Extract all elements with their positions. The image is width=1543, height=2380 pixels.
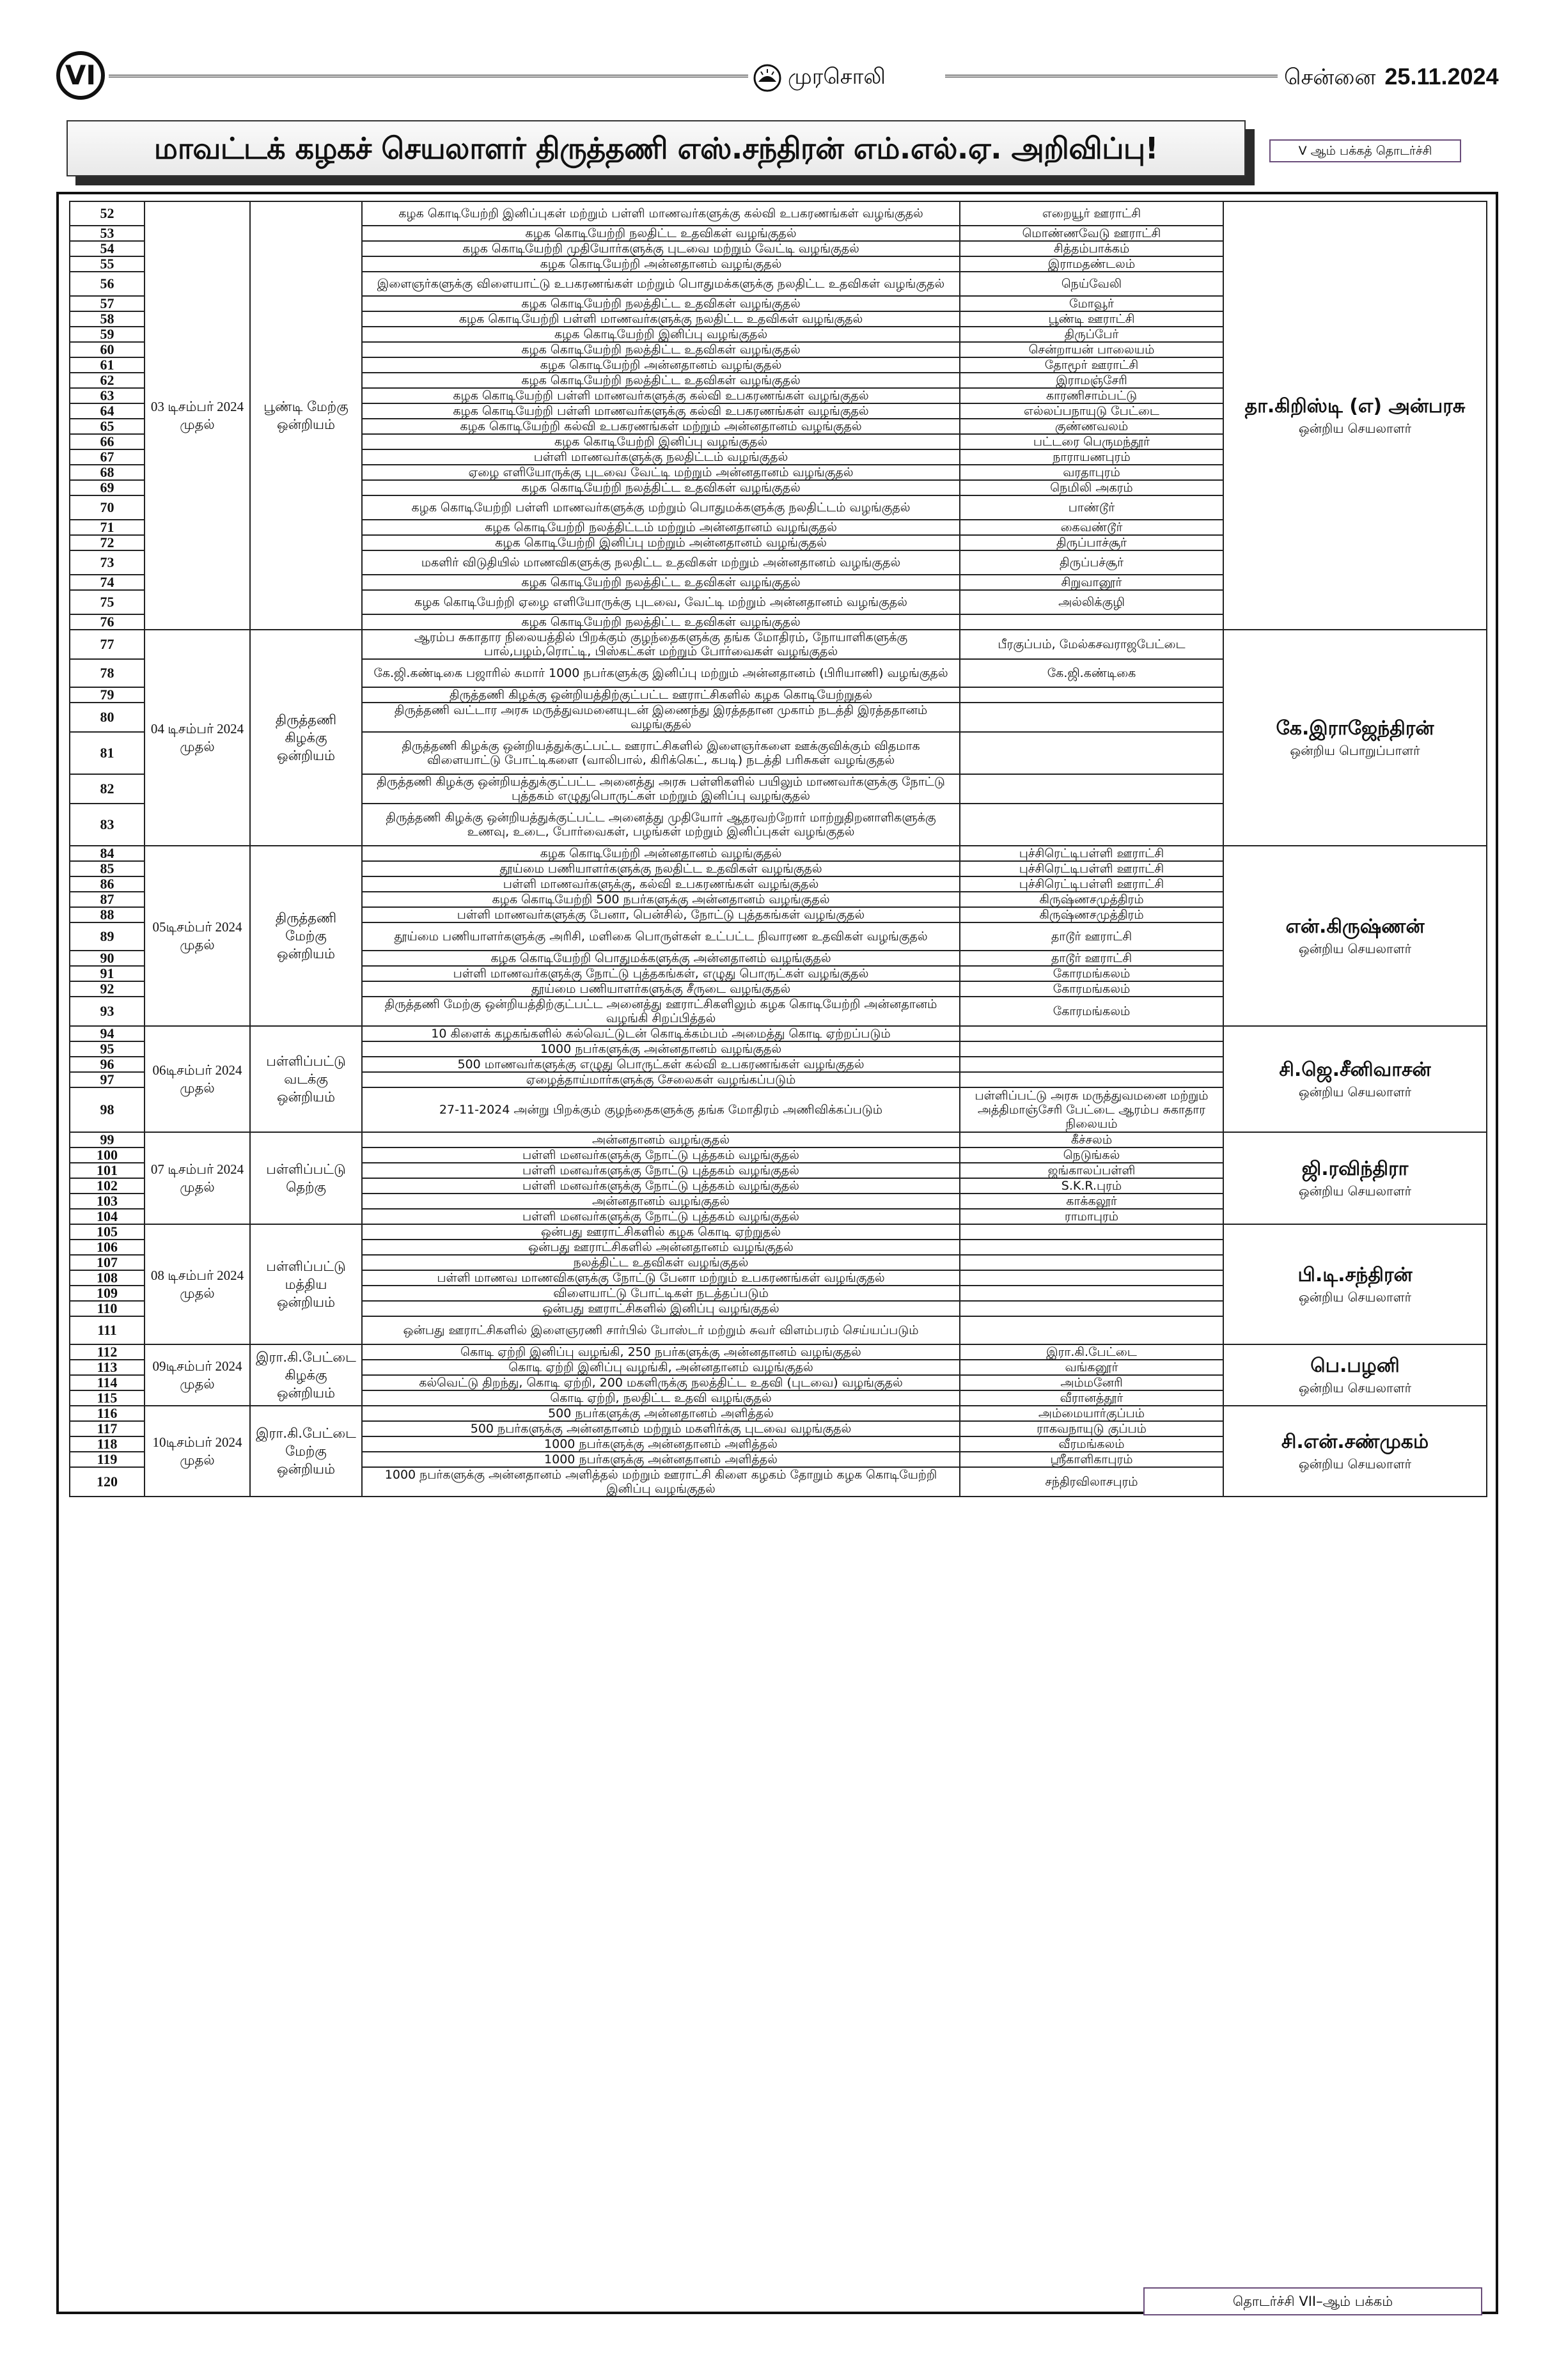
row-number: 95 <box>70 1041 145 1057</box>
schedule-body <box>70 201 1487 1497</box>
start-date: 09டிசம்பர் 2024 முதல் <box>145 1344 250 1406</box>
row-number: 78 <box>70 659 145 687</box>
table-row <box>70 630 1487 659</box>
row-number: 120 <box>70 1467 145 1497</box>
venue-name: ராகவநாயுடு குப்பம் <box>960 1421 1223 1436</box>
activity-description: பள்ளி மாணவ மாணவிகளுக்கு நோட்டு பேனா மற்றும் உபகரணங்கள் வழங்குதல் <box>362 1270 960 1286</box>
activity-description: கழக கொடியேற்றி நலத்திட்ட உதவிகள் வழங்குதல் <box>362 614 960 630</box>
activity-description: பள்ளி மாணவர்களுக்கு பேனா, பென்சில், நோட்டு புத்தகங்கள் வழங்குதல் <box>362 907 960 922</box>
row-number: 76 <box>70 614 145 630</box>
continued-to-note: தொடர்ச்சி VII–ஆம் பக்கம் <box>1143 2287 1482 2315</box>
venue-name: எறையூர் ஊராட்சி <box>960 201 1223 226</box>
venue-name <box>960 1316 1223 1344</box>
person-name: சி.ஜெ.சீனிவாசன் <box>1279 1059 1431 1081</box>
row-number: 112 <box>70 1344 145 1360</box>
row-number: 75 <box>70 590 145 614</box>
person-role: ஒன்றிய செயலாளர் <box>1298 1183 1412 1199</box>
person-role: ஒன்றிய பொறுப்பாளர் <box>1290 743 1420 758</box>
row-number: 97 <box>70 1072 145 1087</box>
activity-description: திருத்தணி வட்டார அரசு மருத்துவமனையுடன் இணைந்து இரத்ததான முகாம் நடத்தி இரத்ததானம் வழங்குதல் <box>362 703 960 732</box>
venue-name: அம்மையார்குப்பம் <box>960 1406 1223 1421</box>
venue-name: வங்கனூர் <box>960 1360 1223 1375</box>
row-number: 105 <box>70 1224 145 1240</box>
activity-description: 10 கிளைக் கழகங்களில் கல்வெட்டுடன் கொடிக்கம்பம் அமைத்து கொடி ஏற்றப்படும் <box>362 1026 960 1041</box>
dateline-date: 25.11.2024 <box>1384 63 1499 89</box>
activity-description: கழக கொடியேற்றி பள்ளி மாணவர்களுக்கு நலதிட்ட உதவிகள் வழங்குதல் <box>362 311 960 327</box>
row-number: 101 <box>70 1163 145 1178</box>
activity-description: 1000 நபர்களுக்கு அன்னதானம் அளித்தல் மற்றும் ஊராட்சி கிளை கழகம் தோறும் கழக கொடியேற்றி இனிப்பு வழங்குதல் <box>362 1467 960 1497</box>
row-number: 84 <box>70 846 145 861</box>
venue-name: திருப்பச்சூர் <box>960 550 1223 575</box>
venue-name: S.K.R.புரம் <box>960 1178 1223 1194</box>
row-number: 118 <box>70 1436 145 1452</box>
row-number: 54 <box>70 241 145 256</box>
start-date: 08 டிசம்பர் 2024 முதல் <box>145 1224 250 1344</box>
person-role: ஒன்றிய செயலாளர் <box>1298 1380 1412 1396</box>
row-number: 90 <box>70 951 145 966</box>
venue-name: காரணிசாம்பட்டு <box>960 388 1223 403</box>
venue-name <box>960 1240 1223 1255</box>
start-date: 07 டிசம்பர் 2024 முதல் <box>145 1132 250 1224</box>
activity-description: கழக கொடியேற்றி இனிப்புகள் மற்றும் பள்ளி மாணவர்களுக்கு கல்வி உபகரணங்கள் வழங்குதல் <box>362 201 960 226</box>
venue-name: சித்தம்பாக்கம் <box>960 241 1223 256</box>
person-name: தா.கிறிஸ்டி (எ) அன்பரசு <box>1244 395 1466 417</box>
venue-name: பூண்டி ஊராட்சி <box>960 311 1223 327</box>
venue-name: கைவண்டூர் <box>960 520 1223 535</box>
row-number: 109 <box>70 1286 145 1301</box>
row-number: 114 <box>70 1375 145 1390</box>
start-date: 04 டிசம்பர் 2024 முதல் <box>145 630 250 846</box>
schedule-table <box>69 201 1487 1497</box>
activity-description: கழக கொடியேற்றி நலத்திட்ட உதவிகள் வழங்குதல் <box>362 575 960 590</box>
row-number: 104 <box>70 1209 145 1224</box>
venue-name: கிருஷ்ணசமுத்திரம் <box>960 907 1223 922</box>
venue-name: கோரமங்கலம் <box>960 981 1223 997</box>
venue-name: நெமிலி அகரம் <box>960 480 1223 495</box>
venue-name <box>960 1072 1223 1087</box>
row-number: 72 <box>70 535 145 550</box>
masthead <box>56 51 1499 102</box>
activity-description: கழக கொடியேற்றி அன்னதானம் வழங்குதல் <box>362 256 960 272</box>
venue-name: தாடூர் ஊராட்சி <box>960 922 1223 951</box>
continued-from-note: V ஆம் பக்கத் தொடர்ச்சி <box>1269 139 1461 162</box>
row-number: 102 <box>70 1178 145 1194</box>
venue-name: புச்சிரெட்டிபள்ளி ஊராட்சி <box>960 861 1223 876</box>
responsible-person <box>1223 1224 1487 1344</box>
venue-name: புச்சிரெட்டிபள்ளி ஊராட்சி <box>960 876 1223 892</box>
dateline-city: சென்னை <box>1284 65 1376 90</box>
activity-description: இளைஞர்களுக்கு விளையாட்டு உபகரணங்கள் மற்றும் பொதுமக்களுக்கு நலதிட்ட உதவிகள் வழங்குதல் <box>362 272 960 296</box>
activity-description: ஆரம்ப சுகாதார நிலையத்தில் பிறக்கும் குழந்தைகளுக்கு தங்க மோதிரம், நோயாளிகளுக்கு பால்,பழம்,ரொட்டி, பிஸ்கட்கள் மற்றும் போர்வைகள் வழங்குதல் <box>362 630 960 659</box>
union-name: திருத்தணி மேற்கு ஒன்றியம் <box>250 846 362 1026</box>
activity-description: கே.ஜி.கண்டிகை பஜாரில் சுமார் 1000 நபர்களுக்கு இனிப்பு மற்றும் அன்னதானம் (பிரியாணி) வழங்குதல் <box>362 659 960 687</box>
person-role: ஒன்றிய செயலாளர் <box>1298 421 1412 436</box>
venue-name <box>960 1270 1223 1286</box>
venue-name: ராமாபுரம் <box>960 1209 1223 1224</box>
activity-description: கழக கொடியேற்றி பொதுமக்களுக்கு அன்னதானம் வழங்குதல் <box>362 951 960 966</box>
activity-description: திருத்தணி மேற்கு ஒன்றியத்திற்குட்பட்ட அனைத்து ஊராட்சிகளிலும் கழக கொடியேற்றி அன்னதானம் வழங்கி சிறப்பித்தல் <box>362 997 960 1026</box>
row-number: 58 <box>70 311 145 327</box>
venue-name: தோமூர் ஊராட்சி <box>960 357 1223 373</box>
venue-name: கோரமங்கலம் <box>960 966 1223 981</box>
venue-name <box>960 732 1223 774</box>
activity-description: திருத்தணி கிழக்கு ஒன்றியத்துக்குட்பட்ட அனைத்து அரசு பள்ளிகளில் பயிலும் மாணவர்களுக்கு நோட்டு புத்தகம் எழுதுபொருட்கள் மற்றும் இனிப்பு வழங்குதல் <box>362 774 960 804</box>
union-name: இரா.கி.பேட்டை மேற்கு ஒன்றியம் <box>250 1406 362 1497</box>
venue-name: தாடூர் ஊராட்சி <box>960 951 1223 966</box>
rising-sun-logo-icon <box>753 64 781 92</box>
responsible-person <box>1223 1406 1487 1497</box>
row-number: 108 <box>70 1270 145 1286</box>
activity-description: கழக கொடியேற்றி அன்னதானம் வழங்குதல் <box>362 357 960 373</box>
row-number: 74 <box>70 575 145 590</box>
venue-name: பள்ளிப்பட்டு அரசு மருத்துவமனை மற்றும் அத்திமாஞ்சேரி பேட்டை ஆரம்ப சுகாதார நிலையம் <box>960 1087 1223 1132</box>
venue-name: கே.ஜி.கண்டிகை <box>960 659 1223 687</box>
venue-name <box>960 703 1223 732</box>
activity-description: அன்னதானம் வழங்குதல் <box>362 1132 960 1147</box>
venue-name: ஜங்காலப்பள்ளி <box>960 1163 1223 1178</box>
activity-description: கழக கொடியேற்றி நலத்திட்டம் மற்றும் அன்னதானம் வழங்குதல் <box>362 520 960 535</box>
activity-description: விளையாட்டு போட்டிகள் நடத்தப்படும் <box>362 1286 960 1301</box>
table-row <box>70 201 1487 226</box>
row-number: 82 <box>70 774 145 804</box>
venue-name: நெடுங்கல் <box>960 1147 1223 1163</box>
activity-description: 500 மாணவர்களுக்கு எழுது பொருட்கள் கல்வி உபகரணங்கள் வழங்குதல் <box>362 1057 960 1072</box>
activity-description: பள்ளி மனவர்களுக்கு நோட்டு புத்தகம் வழங்குதல் <box>362 1147 960 1163</box>
venue-name: சந்திரவிலாசபுரம் <box>960 1467 1223 1497</box>
row-number: 70 <box>70 495 145 520</box>
responsible-person <box>1223 1026 1487 1132</box>
responsible-person <box>1223 1132 1487 1224</box>
activity-description: பள்ளி மனவர்களுக்கு நோட்டு புத்தகம் வழங்குதல் <box>362 1209 960 1224</box>
row-number: 111 <box>70 1316 145 1344</box>
activity-description: 500 நபர்களுக்கு அன்னதானம் அளித்தல் <box>362 1406 960 1421</box>
activity-description: கல்வெட்டு திறந்து, கொடி ஏற்றி, 200 மகளிருக்கு நலத்திட்ட உதவி (புடவை) வழங்குதல் <box>362 1375 960 1390</box>
union-name: திருத்தணி கிழக்கு ஒன்றியம் <box>250 630 362 846</box>
venue-name <box>960 687 1223 703</box>
activity-description: கழக கொடியேற்றி அன்னதானம் வழங்குதல் <box>362 846 960 861</box>
row-number: 93 <box>70 997 145 1026</box>
activity-description: தூய்மை பணியாளர்களுக்கு சீருடை வழங்குதல் <box>362 981 960 997</box>
activity-description: கழக கொடியேற்றி இனிப்பு மற்றும் அன்னதானம் வழங்குதல் <box>362 535 960 550</box>
venue-name: இராமஞ்சேரி <box>960 373 1223 388</box>
row-number: 103 <box>70 1194 145 1209</box>
activity-description: கழக கொடியேற்றி முதியோர்களுக்கு புடவை மற்றும் வேட்டி வழங்குதல் <box>362 241 960 256</box>
row-number: 67 <box>70 449 145 465</box>
activity-description: கழக கொடியேற்றி இனிப்பு வழங்குதல் <box>362 434 960 449</box>
row-number: 66 <box>70 434 145 449</box>
table-row <box>70 1406 1487 1421</box>
activity-description: ஒன்பது ஊராட்சிகளில் இனிப்பு வழங்குதல் <box>362 1301 960 1316</box>
row-number: 117 <box>70 1421 145 1436</box>
row-number: 119 <box>70 1452 145 1467</box>
row-number: 65 <box>70 419 145 434</box>
venue-name: கீச்சலம் <box>960 1132 1223 1147</box>
union-name: பூண்டி மேற்கு ஒன்றியம் <box>250 201 362 630</box>
activity-description: 27-11-2024 அன்று பிறக்கும் குழந்தைகளுக்கு தங்க மோதிரம் அணிவிக்கப்படும் <box>362 1087 960 1132</box>
row-number: 100 <box>70 1147 145 1163</box>
venue-name <box>960 1224 1223 1240</box>
responsible-person <box>1223 1344 1487 1406</box>
dateline <box>1284 56 1499 97</box>
person-role: ஒன்றிய செயலாளர் <box>1298 1289 1412 1305</box>
person-name: சி.என்.சண்முகம் <box>1281 1431 1429 1453</box>
person-name: கே.இராஜேந்திரன் <box>1276 717 1434 740</box>
person-name: பி.டி.சந்திரன் <box>1297 1264 1413 1286</box>
newspaper-name <box>753 56 939 97</box>
row-number: 57 <box>70 296 145 311</box>
row-number: 107 <box>70 1255 145 1270</box>
activity-description: தூய்மை பணியாளர்களுக்கு நலதிட்ட உதவிகள் வழங்குதல் <box>362 861 960 876</box>
activity-description: கழக கொடியேற்றி நலத்திட்ட உதவிகள் வழங்குதல் <box>362 480 960 495</box>
venue-name: திருப்பேர் <box>960 327 1223 342</box>
activity-description: திருத்தணி கிழக்கு ஒன்றியத்துக்குட்பட்ட அனைத்து முதியோர் ஆதரவற்றோர் மாற்றுதிறனாளிகளுக்கு உணவு, உடை, போர்வைகள், பழங்கள் மற்றும் இனிப்புகள் வழங்குதல் <box>362 804 960 846</box>
activity-description: திருத்தணி கிழக்கு ஒன்றியத்திற்குட்பட்ட ஊராட்சிகளில் கழக கொடியேற்றுதல் <box>362 687 960 703</box>
venue-name: பீரகுப்பம், மேல்கசவராஜபேட்டை <box>960 630 1223 659</box>
venue-name: சிறுவானூர் <box>960 575 1223 590</box>
start-date: 03 டிசம்பர் 2024 முதல் <box>145 201 250 630</box>
activity-description: கழக கொடியேற்றி நலத்திட்ட உதவிகள் வழங்குதல் <box>362 342 960 357</box>
row-number: 88 <box>70 907 145 922</box>
activity-description: கொடி ஏற்றி இனிப்பு வழங்கி, 250 நபர்களுக்கு அன்னதானம் வழங்குதல் <box>362 1344 960 1360</box>
venue-name: அம்மனேரி <box>960 1375 1223 1390</box>
activity-description: ஒன்பது ஊராட்சிகளில் இளைஞரணி சார்பில் போஸ்டர் மற்றும் சுவர் விளம்பரம் செய்யப்படும் <box>362 1316 960 1344</box>
row-number: 98 <box>70 1087 145 1132</box>
newspaper-title: முரசொலி <box>788 64 886 89</box>
venue-name <box>960 1026 1223 1041</box>
venue-name <box>960 1041 1223 1057</box>
venue-name: நெய்வேலி <box>960 272 1223 296</box>
venue-name: புச்சிரெட்டிபள்ளி ஊராட்சி <box>960 846 1223 861</box>
row-number: 77 <box>70 630 145 659</box>
responsible-person <box>1223 630 1487 846</box>
masthead-rule-left <box>109 75 748 77</box>
row-number: 79 <box>70 687 145 703</box>
activity-description: கழக கொடியேற்றி பள்ளி மாணவர்களுக்கு கல்வி உபகரணங்கள் வழங்குதல் <box>362 403 960 419</box>
row-number: 81 <box>70 732 145 774</box>
activity-description: கழக கொடியேற்றி ஏழை எளியோருக்கு புடவை, வேட்டி மற்றும் அன்னதானம் வழங்குதல் <box>362 590 960 614</box>
row-number: 71 <box>70 520 145 535</box>
row-number: 56 <box>70 272 145 296</box>
venue-name: மோவூர் <box>960 296 1223 311</box>
venue-name <box>960 1301 1223 1316</box>
activity-description: கழக கொடியேற்றி இனிப்பு வழங்குதல் <box>362 327 960 342</box>
row-number: 99 <box>70 1132 145 1147</box>
person-name: பெ.பழனி <box>1310 1355 1400 1377</box>
row-number: 91 <box>70 966 145 981</box>
row-number: 80 <box>70 703 145 732</box>
venue-name <box>960 1057 1223 1072</box>
venue-name: கோரமங்கலம் <box>960 997 1223 1026</box>
venue-name: வீரமங்கலம் <box>960 1436 1223 1452</box>
row-number: 63 <box>70 388 145 403</box>
venue-name: பாண்டூர் <box>960 495 1223 520</box>
page-number-badge: VI <box>56 51 105 100</box>
venue-name: சென்றாயன் பாலையம் <box>960 342 1223 357</box>
venue-name <box>960 1286 1223 1301</box>
union-name: பள்ளிப்பட்டு மத்திய ஒன்றியம் <box>250 1224 362 1344</box>
person-role: ஒன்றிய செயலாளர் <box>1298 1456 1412 1472</box>
venue-name <box>960 774 1223 804</box>
venue-name: வீரானத்தூர் <box>960 1390 1223 1406</box>
activity-description: கழக கொடியேற்றி 500 நபர்களுக்கு அன்னதானம் வழங்குதல் <box>362 892 960 907</box>
activity-description: 1000 நபர்களுக்கு அன்னதானம் அளித்தல் <box>362 1436 960 1452</box>
row-number: 53 <box>70 226 145 241</box>
person-role: ஒன்றிய செயலாளர் <box>1298 941 1412 956</box>
start-date: 10டிசம்பர் 2024 முதல் <box>145 1406 250 1497</box>
row-number: 83 <box>70 804 145 846</box>
row-number: 110 <box>70 1301 145 1316</box>
activity-description: திருத்தணி கிழக்கு ஒன்றியத்துக்குட்பட்ட ஊராட்சிகளில் இளைஞர்களை ஊக்குவிக்கும் விதமாக விளையாட்டு போட்டிகளை (வாலிபால், கிரிக்கெட், கபடி) நடத்தி பரிசுகள் வழங்குதல் <box>362 732 960 774</box>
row-number: 73 <box>70 550 145 575</box>
activity-description: கழக கொடியேற்றி பள்ளி மாணவர்களுக்கு மற்றும் பொதுமக்களுக்கு நலதிட்டம் வழங்குதல் <box>362 495 960 520</box>
venue-name: இராமதண்டலம் <box>960 256 1223 272</box>
activity-description: 1000 நபர்களுக்கு அன்னதானம் வழங்குதல் <box>362 1041 960 1057</box>
venue-name: எல்லப்பநாயுடு பேட்டை <box>960 403 1223 419</box>
union-name: பள்ளிப்பட்டு தெற்கு <box>250 1132 362 1224</box>
venue-name <box>960 1255 1223 1270</box>
activity-description: கழக கொடியேற்றி நலதிட்ட உதவிகள் வழங்குதல் <box>362 226 960 241</box>
person-role: ஒன்றிய செயலாளர் <box>1298 1084 1412 1100</box>
venue-name: காக்கலூர் <box>960 1194 1223 1209</box>
row-number: 59 <box>70 327 145 342</box>
activity-description: கொடி ஏற்றி இனிப்பு வழங்கி, அன்னதானம் வழங்குதல் <box>362 1360 960 1375</box>
row-number: 94 <box>70 1026 145 1041</box>
venue-name: குண்ணவலம் <box>960 419 1223 434</box>
activity-description: கழக கொடியேற்றி நலத்திட்ட உதவிகள் வழங்குதல் <box>362 373 960 388</box>
responsible-person <box>1223 201 1487 630</box>
activity-description: பள்ளி மாணவர்களுக்கு, கல்வி உபகரணங்கள் வழங்குதல் <box>362 876 960 892</box>
table-row <box>70 1224 1487 1240</box>
row-number: 116 <box>70 1406 145 1421</box>
row-number: 61 <box>70 357 145 373</box>
row-number: 60 <box>70 342 145 357</box>
venue-name: திருப்பாச்சூர் <box>960 535 1223 550</box>
activity-description: நலத்திட்ட உதவிகள் வழங்குதல் <box>362 1255 960 1270</box>
row-number: 86 <box>70 876 145 892</box>
venue-name: அல்லிக்குழி <box>960 590 1223 614</box>
responsible-person <box>1223 846 1487 1026</box>
activity-description: தூய்மை பணியாளர்களுக்கு அரிசி, மளிகை பொருள்கள் உட்பட்ட நிவாரண உதவிகள் வழங்குதல் <box>362 922 960 951</box>
venue-name: இரா.கி.பேட்டை <box>960 1344 1223 1360</box>
venue-name: ஸ்ரீகாளிகாபுரம் <box>960 1452 1223 1467</box>
row-number: 68 <box>70 465 145 480</box>
row-number: 87 <box>70 892 145 907</box>
row-number: 69 <box>70 480 145 495</box>
activity-description: மகளிர் விடுதியில் மாணவிகளுக்கு நலதிட்ட உதவிகள் மற்றும் அன்னதானம் வழங்குதல் <box>362 550 960 575</box>
union-name: பள்ளிப்பட்டு வடக்கு ஒன்றியம் <box>250 1026 362 1132</box>
row-number: 85 <box>70 861 145 876</box>
row-number: 64 <box>70 403 145 419</box>
venue-name <box>960 614 1223 630</box>
start-date: 06டிசம்பர் 2024 முதல் <box>145 1026 250 1132</box>
row-number: 52 <box>70 201 145 226</box>
start-date: 05டிசம்பர் 2024 முதல் <box>145 846 250 1026</box>
table-row <box>70 1132 1487 1147</box>
activity-description: ஒன்பது ஊராட்சிகளில் அன்னதானம் வழங்குதல் <box>362 1240 960 1255</box>
table-row <box>70 1344 1487 1360</box>
person-name: ஜி.ரவிந்திரா <box>1301 1158 1409 1180</box>
activity-description: கொடி ஏற்றி, நலதிட்ட உதவி வழங்குதல் <box>362 1390 960 1406</box>
venue-name: பட்டரை பெருமந்தூர் <box>960 434 1223 449</box>
activity-description: அன்னதானம் வழங்குதல் <box>362 1194 960 1209</box>
row-number: 115 <box>70 1390 145 1406</box>
table-row <box>70 1026 1487 1041</box>
venue-name: கிருஷ்ணசமுத்திரம் <box>960 892 1223 907</box>
person-name: என்.கிருஷ்ணன் <box>1285 915 1425 938</box>
activity-description: பள்ளி மனவர்களுக்கு நோட்டு புத்தகம் வழங்குதல் <box>362 1163 960 1178</box>
table-row <box>70 846 1487 861</box>
row-number: 55 <box>70 256 145 272</box>
activity-description: பள்ளி மாணவர்களுக்கு நோட்டு புத்தகங்கள், எழுது பொருட்கள் வழங்குதல் <box>362 966 960 981</box>
activity-description: 500 நபர்களுக்கு அன்னதானம் மற்றும் மகளிர்க்கு புடவை வழங்குதல் <box>362 1421 960 1436</box>
activity-description: 1000 நபர்களுக்கு அன்னதானம் அளித்தல் <box>362 1452 960 1467</box>
activity-description: பள்ளி மனவர்களுக்கு நோட்டு புத்தகம் வழங்குதல் <box>362 1178 960 1194</box>
activity-description: ஏழை எளியோருக்கு புடவை வேட்டி மற்றும் அன்னதானம் வழங்குதல் <box>362 465 960 480</box>
masthead-rule-right <box>945 75 1278 77</box>
venue-name: நாராயணபுரம் <box>960 449 1223 465</box>
venue-name: மொண்ணவேடு ஊராட்சி <box>960 226 1223 241</box>
union-name: இரா.கி.பேட்டை கிழக்கு ஒன்றியம் <box>250 1344 362 1406</box>
activity-description: ஒன்பது ஊராட்சிகளில் கழக கொடி ஏற்றுதல் <box>362 1224 960 1240</box>
activity-description: கழக கொடியேற்றி பள்ளி மாணவர்களுக்கு கல்வி உபகரணங்கள் வழங்குதல் <box>362 388 960 403</box>
row-number: 92 <box>70 981 145 997</box>
activity-description: கழக கொடியேற்றி நலத்திட்ட உதவிகள் வழங்குதல் <box>362 296 960 311</box>
row-number: 89 <box>70 922 145 951</box>
row-number: 62 <box>70 373 145 388</box>
venue-name <box>960 804 1223 846</box>
row-number: 113 <box>70 1360 145 1375</box>
activity-description: கழக கொடியேற்றி கல்வி உபகரணங்கள் மற்றும் அன்னதானம் வழங்குதல் <box>362 419 960 434</box>
row-number: 106 <box>70 1240 145 1255</box>
headline: மாவட்டக் கழகச் செயலாளர் திருத்தணி எஸ்.சந்திரன் எம்.எல்.ஏ. அறிவிப்பு! <box>67 120 1246 176</box>
activity-description: ஏழைத்தாய்மார்களுக்கு சேலைகள் வழங்கப்படும் <box>362 1072 960 1087</box>
row-number: 96 <box>70 1057 145 1072</box>
activity-description: பள்ளி மாணவர்களுக்கு நலதிட்டம் வழங்குதல் <box>362 449 960 465</box>
venue-name: வரதாபுரம் <box>960 465 1223 480</box>
